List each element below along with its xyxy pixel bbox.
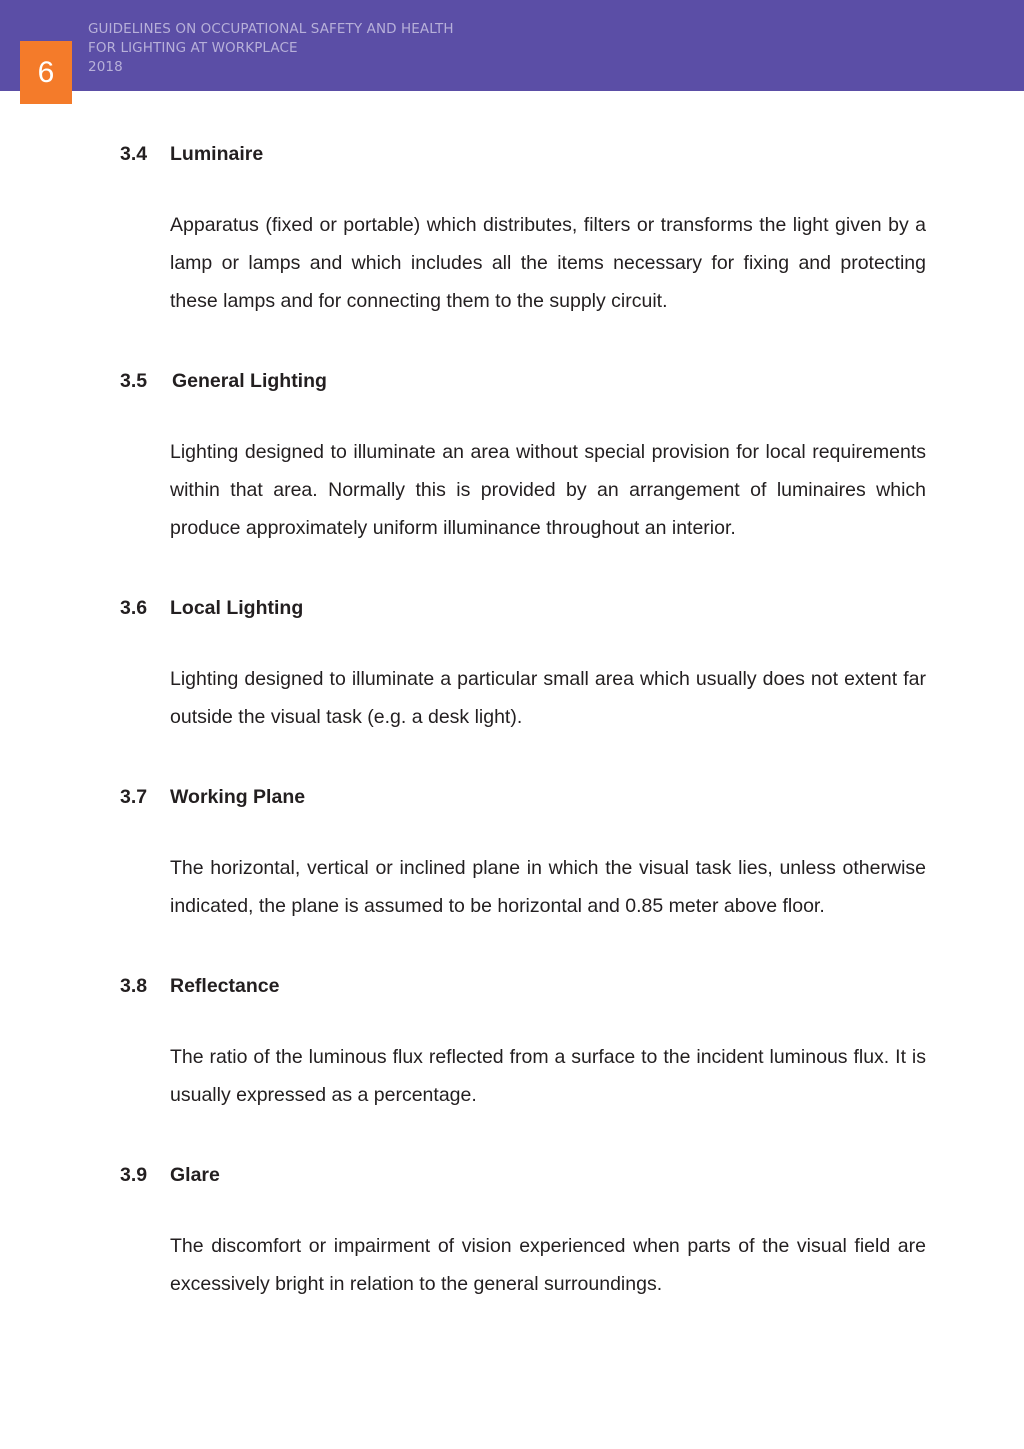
section-body: Lighting designed to illuminate an area without special provision for local requirements within that area. Normally this is provided by an arrangement of luminaires which produce approximately uniform illuminance throughout an interior. <box>170 441 926 539</box>
section-title: Glare <box>170 1164 220 1186</box>
section-number: 3.5 <box>120 370 148 392</box>
page-number-badge: 6 <box>20 41 72 104</box>
section-number: 3.7 <box>120 786 148 808</box>
section-number: 3.4 <box>120 143 148 165</box>
section-body: The horizontal, vertical or inclined plane in which the visual task lies, unless otherwise indicated, the plane is assumed to be horizontal and 0.85 meter above floor. <box>170 857 926 917</box>
section-title: Reflectance <box>170 975 280 997</box>
document-title-line-1: GUIDELINES ON OCCUPATIONAL SAFETY AND HEALTH <box>88 21 454 37</box>
section-body: The discomfort or impairment of vision experienced when parts of the visual field are excessively bright in relation to the general surroundings. <box>170 1235 926 1295</box>
document-title <box>88 20 454 77</box>
section-body: Apparatus (fixed or portable) which distributes, filters or transforms the light given by a lamp or lamps and which includes all the items necessary for fixing and protecting these lamps and for connecting them to the supply circuit. <box>170 214 926 312</box>
document-year: 2018 <box>88 59 123 75</box>
section-number: 3.6 <box>120 597 148 619</box>
section-number: 3.9 <box>120 1164 148 1186</box>
section-title: Working Plane <box>170 786 306 808</box>
section-body: The ratio of the luminous flux reflected from a surface to the incident luminous flux. It is usually expressed as a percentage. <box>170 1046 926 1106</box>
section-body: Lighting designed to illuminate a particular small area which usually does not extent far outside the visual task (e.g. a desk light). <box>170 668 926 728</box>
section-title: General Lighting <box>172 370 327 392</box>
section-title: Luminaire <box>170 143 264 165</box>
section-title: Local Lighting <box>170 597 304 619</box>
section-number: 3.8 <box>120 975 148 997</box>
document-title-line-2: FOR LIGHTING AT WORKPLACE <box>88 40 298 56</box>
